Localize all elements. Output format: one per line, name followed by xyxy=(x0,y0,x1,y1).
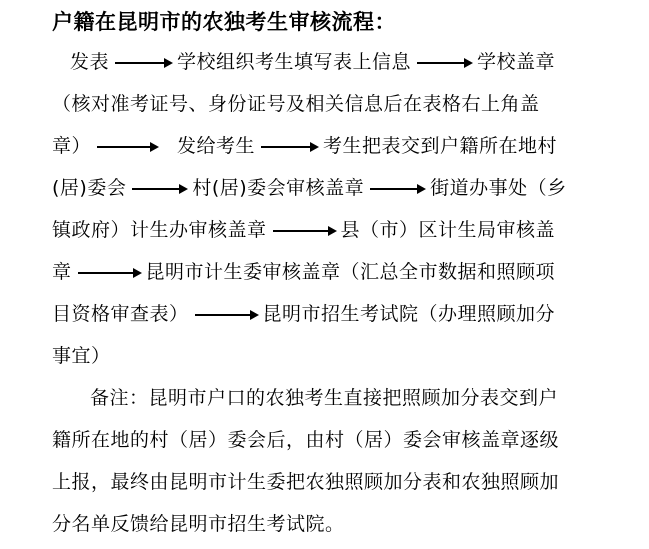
process-line-5 xyxy=(52,216,555,244)
process-line-4 xyxy=(52,174,567,202)
process-line-1 xyxy=(70,48,555,76)
process-line-6 xyxy=(52,258,555,286)
note-line-2: 籍所在地的村（居）委会后，由村（居）委会审核盖章逐级 xyxy=(52,429,560,451)
step-street-office: 街道办事处（乡 xyxy=(430,177,567,199)
process-line-3 xyxy=(52,132,557,160)
arrow-icon xyxy=(417,62,471,64)
arrow-icon xyxy=(261,146,317,148)
step-county-stamp: 县（市）区计生局审核盖 xyxy=(340,219,556,241)
process-line-2 xyxy=(52,90,540,118)
step-qualification-review: 目资格审查表） xyxy=(52,303,189,325)
process-line-7 xyxy=(52,300,555,328)
note-line-1: 备注：昆明市户口的农独考生直接把照顾加分表交到户 xyxy=(90,387,559,409)
step-school-organize: 学校组织考生填写表上信息 xyxy=(177,51,412,73)
document-title: 户籍在昆明市的农独考生审核流程： xyxy=(52,10,396,34)
step-village-stamp: 村(居)委会审核盖章 xyxy=(192,177,365,199)
step-school-stamp: 学校盖章 xyxy=(477,51,556,73)
arrow-icon xyxy=(132,188,186,190)
step-check-note-end: 章） xyxy=(52,135,92,157)
arrow-icon xyxy=(195,314,257,316)
arrow-icon xyxy=(370,188,424,190)
step-check-note: （核对准考证号、身份证号及相关信息后在表格右上角盖 xyxy=(52,93,540,115)
step-exam-institute: 昆明市招生考试院（办理照顾加分 xyxy=(262,303,556,325)
process-line-8 xyxy=(52,342,111,370)
step-city-committee: 昆明市计生委审核盖章（汇总全市数据和照顾项 xyxy=(145,261,556,283)
step-village-committee: (居)委会 xyxy=(52,177,127,199)
step-township-stamp: 镇政府）计生办审核盖章 xyxy=(52,219,267,241)
arrow-icon xyxy=(97,146,157,148)
arrow-icon xyxy=(78,272,140,274)
arrow-icon xyxy=(273,230,335,232)
note-line-4: 分名单反馈给昆明市招生考试院。 xyxy=(52,513,345,535)
note-line-3: 上报，最终由昆明市计生委把农独照顾加分表和农独照顾加 xyxy=(52,471,560,493)
step-give-student: 发给考生 xyxy=(177,135,256,157)
step-student-submit: 考生把表交到户籍所在地村 xyxy=(323,135,558,157)
arrow-icon xyxy=(115,62,171,64)
step-bonus-handling: 事宜） xyxy=(52,345,111,367)
step-distribute-form: 发表 xyxy=(70,51,110,73)
step-county-stamp-end: 章 xyxy=(52,261,72,283)
